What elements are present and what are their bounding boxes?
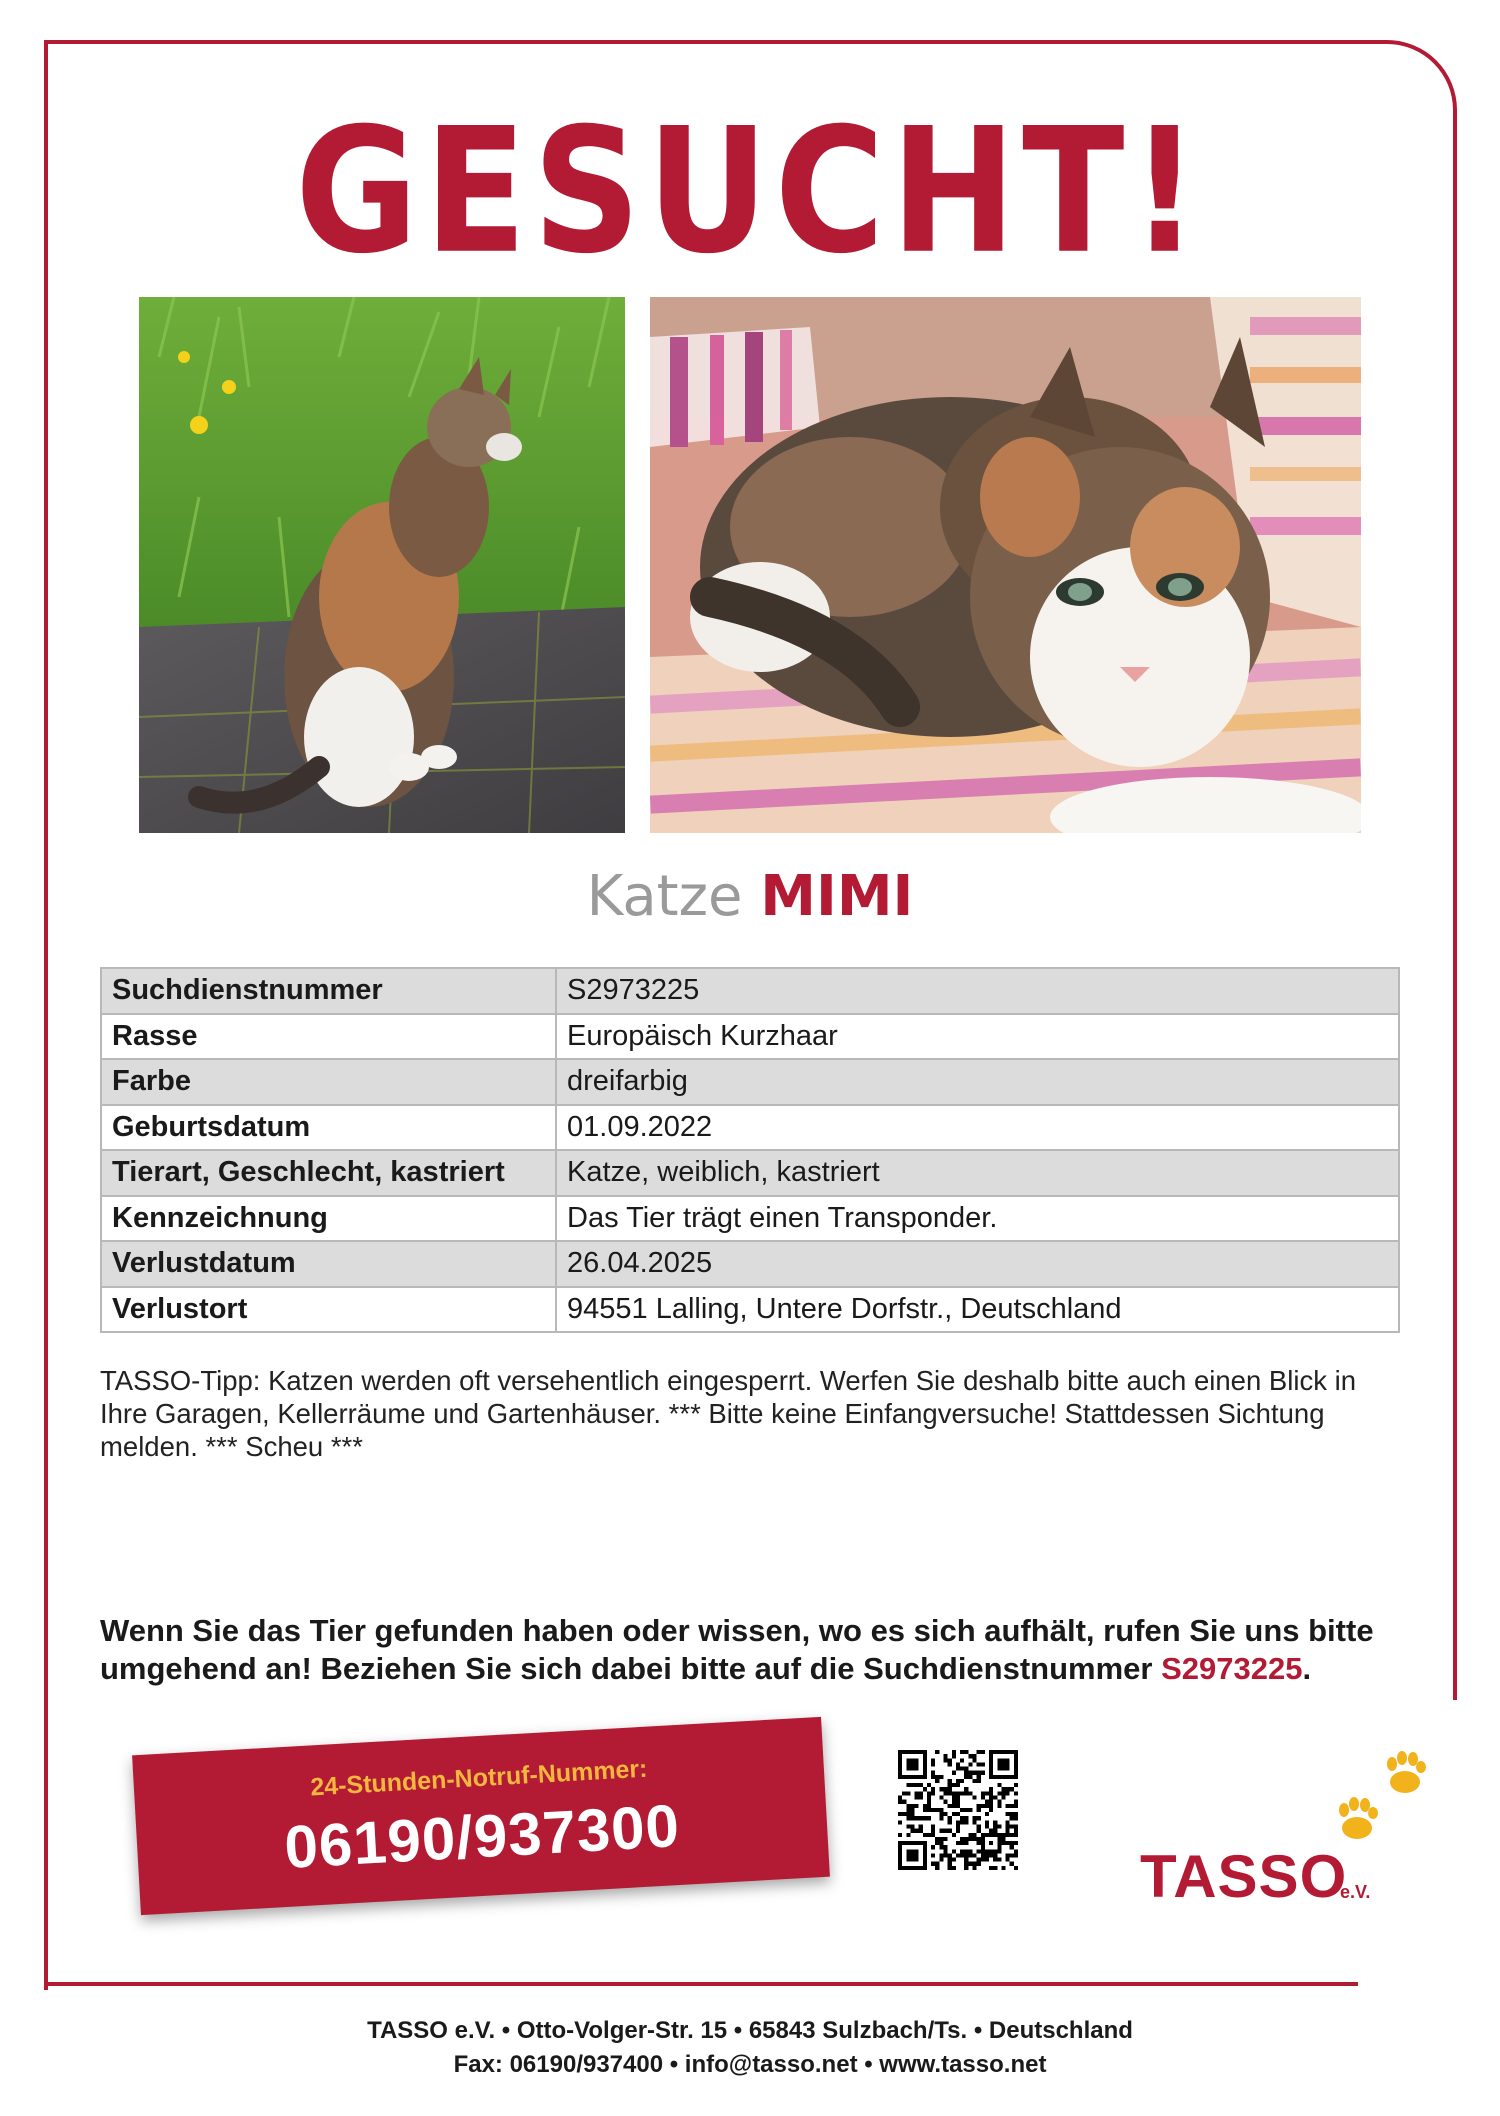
cat-garden-photo <box>139 297 625 833</box>
detail-value: Katze, weiblich, kastriert <box>556 1150 1399 1196</box>
table-row <box>101 1241 1399 1287</box>
table-row <box>101 1059 1399 1105</box>
hotline-number[interactable]: 06190/937300 <box>282 1791 682 1881</box>
hotline-label: 24-Stunden-Notruf-Nummer: <box>309 1754 649 1802</box>
animal-name: MIMI <box>760 864 914 929</box>
callout-reference-number: S2973225 <box>1161 1650 1303 1686</box>
detail-label: Verlustort <box>101 1287 556 1333</box>
callout-text: Wenn Sie das Tier gefunden haben oder wissen, wo es sich aufhält, rufen Sie uns bitte umgehend an! Beziehen Sie sich dabei bitte auf die Suchdienstnummer <box>100 1613 1374 1686</box>
table-row <box>101 1014 1399 1060</box>
paw-prints-icon <box>1335 1750 1435 1860</box>
detail-value: 94551 Lalling, Untere Dorfstr., Deutschland <box>556 1287 1399 1333</box>
detail-value: 01.09.2022 <box>556 1105 1399 1151</box>
detail-label: Rasse <box>101 1014 556 1060</box>
table-row <box>101 1105 1399 1151</box>
animal-species: Katze <box>586 864 743 929</box>
table-row <box>101 1196 1399 1242</box>
callout-end: . <box>1302 1650 1312 1686</box>
logo-name: TASSO <box>1140 1843 1348 1910</box>
cat-blanket-photo <box>650 297 1361 833</box>
tasso-logo <box>1140 1750 1440 1910</box>
detail-value: S2973225 <box>556 968 1399 1014</box>
table-row <box>101 968 1399 1014</box>
qr-code[interactable] <box>898 1749 1018 1871</box>
logo-suffix: e.V. <box>1340 1882 1371 1902</box>
footer <box>0 2014 1500 2082</box>
detail-label: Farbe <box>101 1059 556 1105</box>
detail-label: Tierart, Geschlecht, kastriert <box>101 1150 556 1196</box>
bottom-divider <box>44 1982 1358 1986</box>
detail-label: Geburtsdatum <box>101 1105 556 1151</box>
contact-callout <box>100 1612 1400 1688</box>
footer-contact[interactable]: Fax: 06190/937400 • info@tasso.net • www.tasso.net <box>453 2051 1047 2079</box>
table-row <box>101 1287 1399 1333</box>
detail-label: Verlustdatum <box>101 1241 556 1287</box>
detail-label: Kennzeichnung <box>101 1196 556 1242</box>
animal-name-line <box>0 864 1500 929</box>
detail-value: Europäisch Kurzhaar <box>556 1014 1399 1060</box>
footer-address: TASSO e.V. • Otto-Volger-Str. 15 • 65843 Sulzbach/Ts. • Deutschland <box>367 2017 1133 2044</box>
detail-value: 26.04.2025 <box>556 1241 1399 1287</box>
details-table <box>100 967 1400 1333</box>
detail-value: dreifarbig <box>556 1059 1399 1105</box>
headline: GESUCHT! <box>295 92 1205 293</box>
detail-label: Suchdienstnummer <box>101 968 556 1014</box>
detail-value: Das Tier trägt einen Transponder. <box>556 1196 1399 1242</box>
table-row <box>101 1150 1399 1196</box>
tasso-tip: TASSO-Tipp: Katzen werden oft versehentlich eingesperrt. Werfen Sie deshalb bitte auch einen Blick in Ihre Garagen, Kellerräume und Gartenhäuser. *** Bitte keine Einfangversuche! Stattdessen Sichtung melden. *** Scheu *** <box>100 1365 1356 1462</box>
